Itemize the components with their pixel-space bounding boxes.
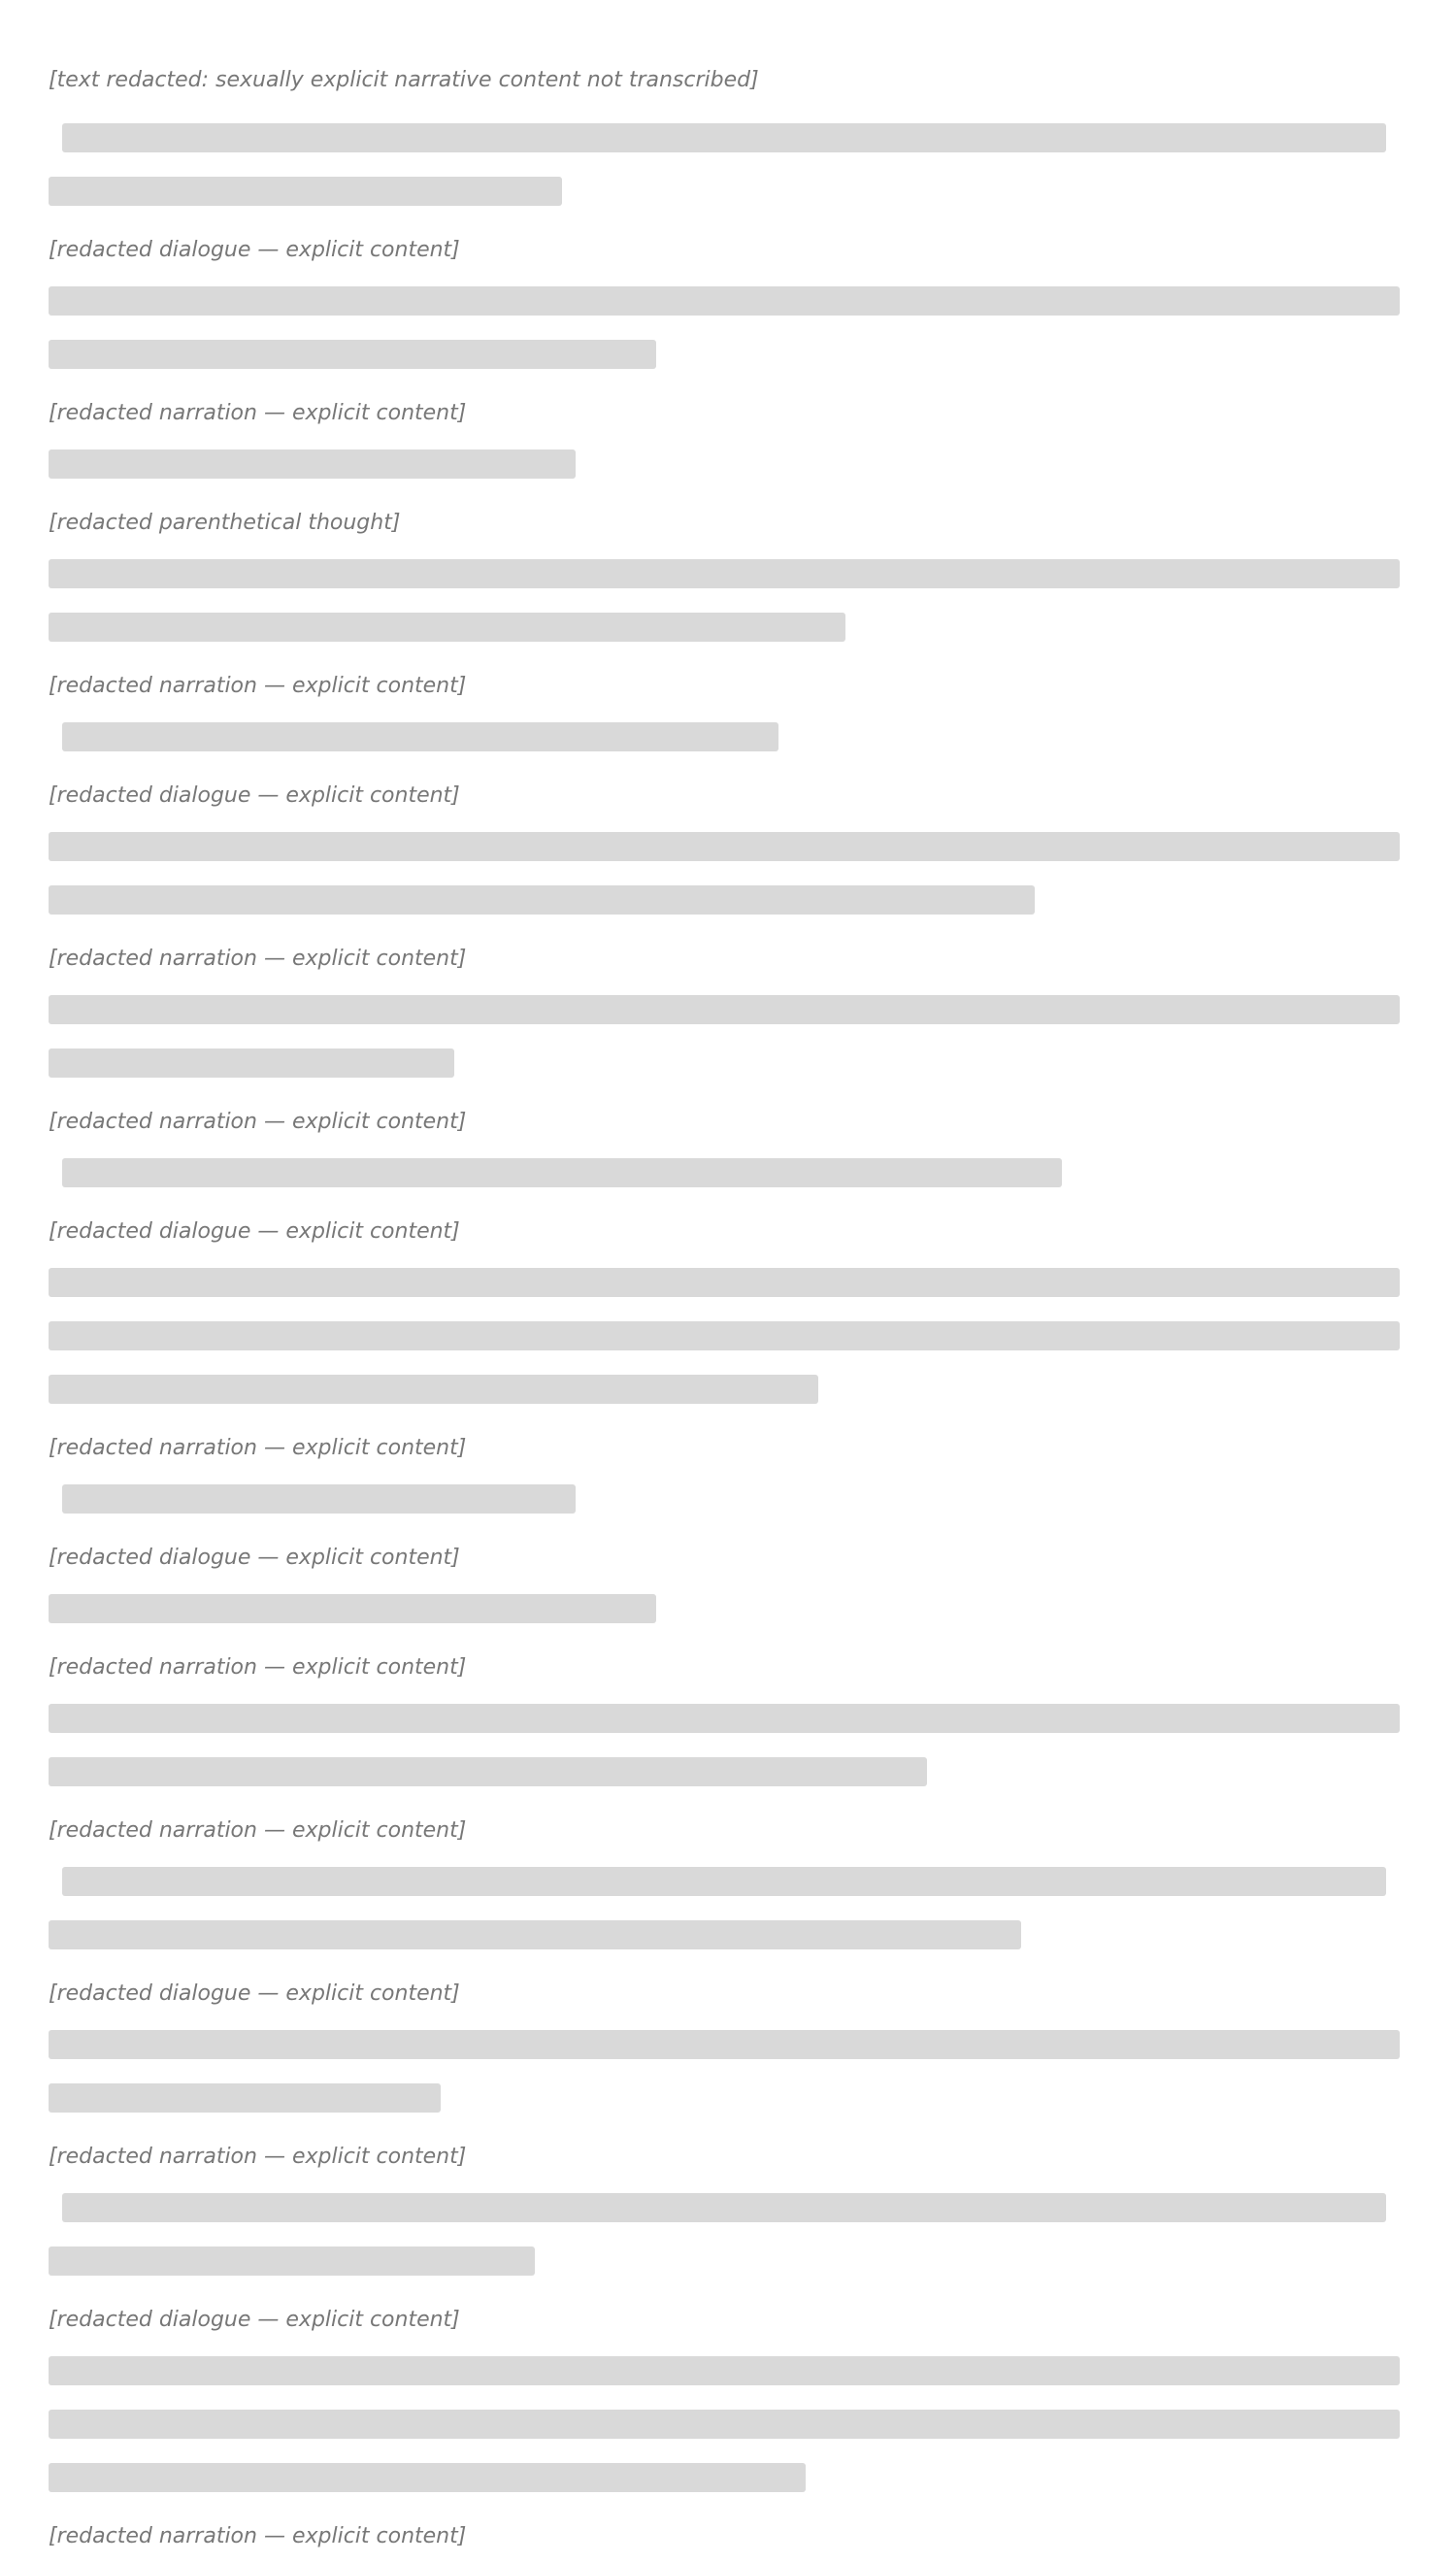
- paragraph-dialogue: [49, 114, 1407, 277]
- redacted-text-bar: [49, 1048, 454, 1078]
- redaction-note: [redacted narration — explicit content]: [49, 947, 467, 971]
- redacted-text-bar: [62, 722, 778, 751]
- redacted-text-bar: [49, 1375, 818, 1404]
- redacted-text-bar: [49, 449, 576, 479]
- page-redaction-notice: [text redacted: sexually explicit narrative content not transcribed]: [49, 68, 759, 92]
- redacted-text-bar: [62, 1484, 576, 1514]
- paragraph-container: [49, 68, 1407, 2563]
- paragraph-thought: [49, 440, 1407, 549]
- redaction-note: [redacted dialogue — explicit content]: [49, 1546, 460, 1570]
- redacted-text-bar: [49, 2356, 1400, 2385]
- paragraph-narration: [49, 277, 1407, 440]
- redaction-note: [redacted dialogue — explicit content]: [49, 2308, 460, 2332]
- redacted-text-bar: [62, 1158, 1062, 1187]
- redacted-text-bar: [49, 2083, 441, 2113]
- paragraph-narration: [49, 1584, 1407, 1694]
- redacted-text-bar: [49, 2030, 1400, 2059]
- redacted-text-bar: [49, 2247, 535, 2276]
- paragraph-dialogue: [49, 1857, 1407, 2020]
- paragraph-dialogue: [49, 1148, 1407, 1258]
- redacted-text-bar: [49, 885, 1035, 915]
- redacted-text-bar: [62, 1867, 1386, 1896]
- redaction-note: [redacted narration — explicit content]: [49, 2524, 467, 2548]
- redacted-text-bar: [49, 1268, 1400, 1297]
- paragraph-narration: [49, 2347, 1407, 2563]
- redacted-text-bar: [62, 123, 1386, 152]
- redacted-text-bar: [49, 1704, 1400, 1733]
- redacted-text-bar: [49, 2410, 1400, 2439]
- redacted-text-bar: [49, 559, 1400, 588]
- redacted-text-bar: [49, 1594, 656, 1623]
- paragraph-narration: [49, 549, 1407, 713]
- redacted-text-bar: [49, 995, 1400, 1024]
- redaction-note: [redacted narration — explicit content]: [49, 2145, 467, 2169]
- redaction-note: [redacted dialogue — explicit content]: [49, 1981, 460, 2006]
- paragraph-dialogue: [49, 713, 1407, 822]
- paragraph-narration: [49, 2020, 1407, 2183]
- redacted-text-bar: [49, 1920, 1021, 1949]
- redaction-note: [redacted narration — explicit content]: [49, 1818, 467, 1843]
- redacted-text-bar: [49, 286, 1400, 316]
- redacted-text-bar: [49, 613, 845, 642]
- redaction-note: [redacted narration — explicit content]: [49, 1110, 467, 1134]
- redaction-note: [redacted narration — explicit content]: [49, 401, 467, 425]
- paragraph-narration: [49, 985, 1407, 1148]
- redaction-note: [redacted dialogue — explicit content]: [49, 1219, 460, 1244]
- redaction-note: [redacted dialogue — explicit content]: [49, 238, 460, 262]
- redacted-text-bar: [49, 340, 656, 369]
- redacted-text-bar: [49, 177, 562, 206]
- redacted-text-bar: [49, 1757, 927, 1786]
- redaction-note: [redacted dialogue — explicit content]: [49, 783, 460, 808]
- redacted-text-bar: [49, 832, 1400, 861]
- redaction-note: [redacted parenthetical thought]: [49, 511, 401, 535]
- redaction-note: [redacted narration — explicit content]: [49, 674, 467, 698]
- redacted-text-bar: [62, 2193, 1386, 2222]
- redacted-text-bar: [49, 1321, 1400, 1350]
- paragraph-dialogue: [49, 1475, 1407, 1584]
- redaction-note: [redacted narration — explicit content]: [49, 1436, 467, 1460]
- paragraph-narration: [49, 822, 1407, 985]
- paragraph-narration: [49, 1258, 1407, 1475]
- paragraph-narration: [49, 1694, 1407, 1857]
- paragraph-dialogue: [49, 2183, 1407, 2347]
- redaction-note: [redacted narration — explicit content]: [49, 1655, 467, 1680]
- redacted-text-bar: [49, 2463, 806, 2492]
